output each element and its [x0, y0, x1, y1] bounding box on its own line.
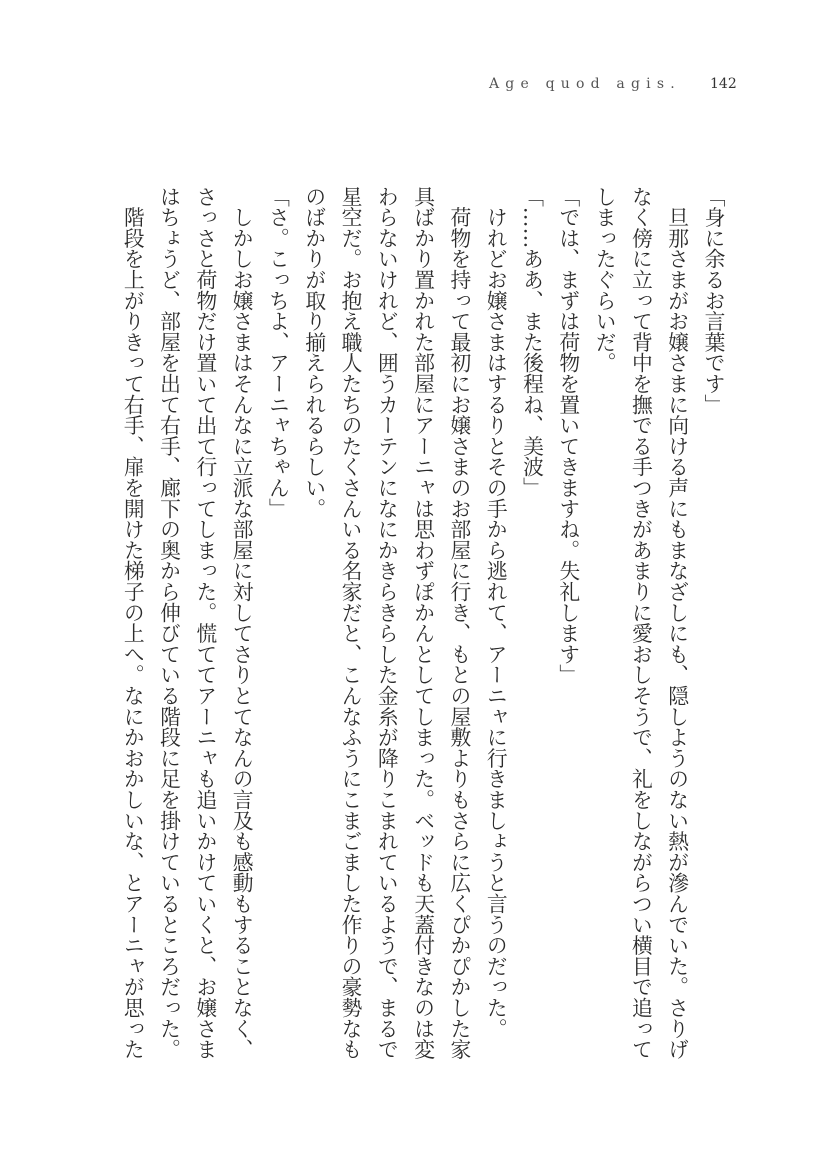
- text-line: けれどお嬢さまはするりとその手から逃れて、アーニャに行きましょうと言うのだった。: [483, 186, 508, 1039]
- text-line: 旦那さまがお嬢さまに向ける声にもまなざしにも、隠しようのない熱が滲んでいた。さりげ: [664, 186, 689, 1060]
- text-line: さっさと荷物だけ置いて出て行ってしまった。慌ててアーニャも追いかけていくと、お嬢さま: [192, 186, 217, 1060]
- text-line: はちょうど、部屋を出て右手、廊下の奥から伸びている階段に足を掛けているところだった。: [156, 186, 181, 1060]
- text-line: わらないけれど、囲うカーテンになにかきらきらした金糸が降りこまれているようで、まるで: [374, 186, 399, 1060]
- text-line: しかしお嬢さまはそんなに立派な部屋に対してさりとてなんの言及も感動もすることなく、: [229, 186, 254, 1060]
- text-line: 「さ。こっちよ、アーニャちゃん」: [265, 186, 290, 519]
- text-line: なく傍に立って背中を撫でる手つきがあまりに愛おしそうで、礼をしながらつい横目で追って: [628, 186, 653, 1060]
- running-title: Age quod agis.: [489, 76, 681, 92]
- text-line: 具ばかり置かれた部屋にアーニャは思わずぽかんとしてしまった。ベッドも天蓋付きなのは変: [410, 186, 435, 1060]
- text-line: 「では、まずは荷物を置いてきますね。失礼します」: [555, 186, 580, 686]
- text-line: 「……ああ、また後程ね、美波」: [519, 186, 544, 498]
- text-line: 階段を上がりきって右手、扉を開けた梯子の上へ。なにかおかしいな、とアーニャが思った: [120, 186, 145, 1060]
- text-line: 荷物を持って最初にお嬢さまのお部屋に行き、もとの屋敷よりもさらに広くぴかぴかした家: [446, 186, 471, 1060]
- text-line: 「身に余るお言葉です」: [701, 186, 725, 415]
- vertical-body-text: [114, 186, 731, 1076]
- text-line: しまったぐらいだ。: [592, 186, 617, 374]
- page-number: 142: [710, 76, 737, 92]
- text-line: のばかりが取り揃えられるらしい。: [301, 186, 326, 519]
- text-line: 星空だ。お抱え職人たちのたくさんいる名家だと、こんなふうにこまごました作りの豪勢なも: [338, 186, 363, 1060]
